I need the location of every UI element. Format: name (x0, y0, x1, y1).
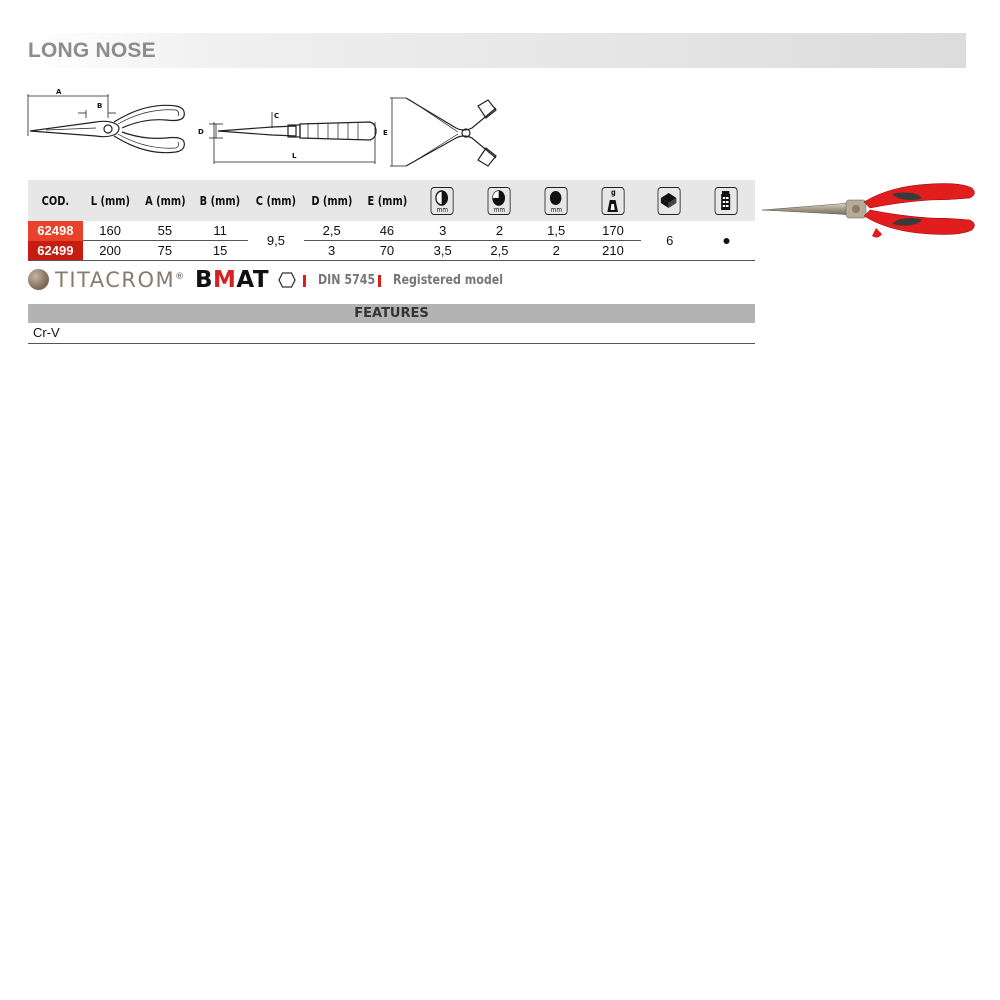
bmat-logo: BMAT (195, 267, 270, 293)
label-d: D (198, 128, 204, 136)
hard-wire-cut-icon: mm (545, 187, 568, 215)
cell-e: 46 (360, 221, 415, 241)
medium-wire-cut-icon: mm (488, 187, 511, 215)
cell-e: 70 (360, 241, 415, 261)
product-code: 62499 (28, 241, 83, 261)
cell-cut-soft: 3,5 (414, 241, 471, 261)
weight-icon: g (601, 187, 624, 215)
cell-cut-soft: 3 (414, 221, 471, 241)
cell-hang-shared: ● (698, 221, 755, 261)
titacrom-logo-icon (28, 269, 49, 290)
label-a: A (56, 88, 62, 96)
spec-table (28, 180, 755, 261)
separator (378, 275, 381, 287)
label-e: E (383, 129, 388, 137)
din-standard: DIN 5745 (318, 273, 376, 288)
col-d: D (mm) (311, 193, 353, 208)
features-row (28, 323, 755, 344)
cell-package-shared: 6 (641, 221, 698, 261)
table-header-row (28, 180, 755, 221)
package-icon (658, 187, 681, 215)
hexagon-icon (278, 272, 296, 288)
cell-d: 3 (304, 241, 360, 261)
col-code: COD. (41, 193, 70, 208)
cell-a: 75 (138, 241, 193, 261)
col-e: E (mm) (367, 193, 407, 208)
product-code: 62498 (28, 221, 83, 241)
separator (303, 275, 306, 287)
col-c: C (mm) (255, 193, 296, 208)
soft-wire-cut-icon: mm (431, 187, 454, 215)
brand-row (28, 266, 768, 296)
cell-cut-medium: 2 (471, 221, 528, 241)
col-a: A (mm) (144, 193, 186, 208)
features-header: FEATURES (28, 304, 755, 323)
cell-b: 11 (192, 221, 248, 241)
label-l: L (292, 152, 297, 160)
page-title: LONG NOSE (28, 39, 156, 62)
plier-dimension-diagrams (26, 88, 506, 172)
label-b: B (97, 102, 103, 110)
hanging-pack-icon (715, 187, 738, 215)
registered-model: Registered model (393, 273, 504, 288)
cell-l: 160 (83, 221, 138, 241)
label-c: C (274, 112, 280, 120)
title-bar (28, 33, 966, 68)
cell-cut-hard: 2 (528, 241, 585, 261)
col-l: L (mm) (90, 193, 130, 208)
cell-cut-hard: 1,5 (528, 221, 585, 241)
cell-c-shared: 9,5 (248, 221, 304, 261)
cell-b: 15 (192, 241, 248, 261)
cell-l: 200 (83, 241, 138, 261)
table-row (28, 221, 755, 241)
cell-weight: 170 (585, 221, 642, 241)
cell-weight: 210 (585, 241, 642, 261)
col-b: B (mm) (199, 193, 241, 208)
feature-item: Cr-V (33, 325, 60, 340)
product-photo (760, 178, 980, 242)
cell-cut-medium: 2,5 (471, 241, 528, 261)
cell-a: 55 (138, 221, 193, 241)
cell-d: 2,5 (304, 221, 360, 241)
titacrom-logo: TITACROM® (55, 268, 186, 292)
